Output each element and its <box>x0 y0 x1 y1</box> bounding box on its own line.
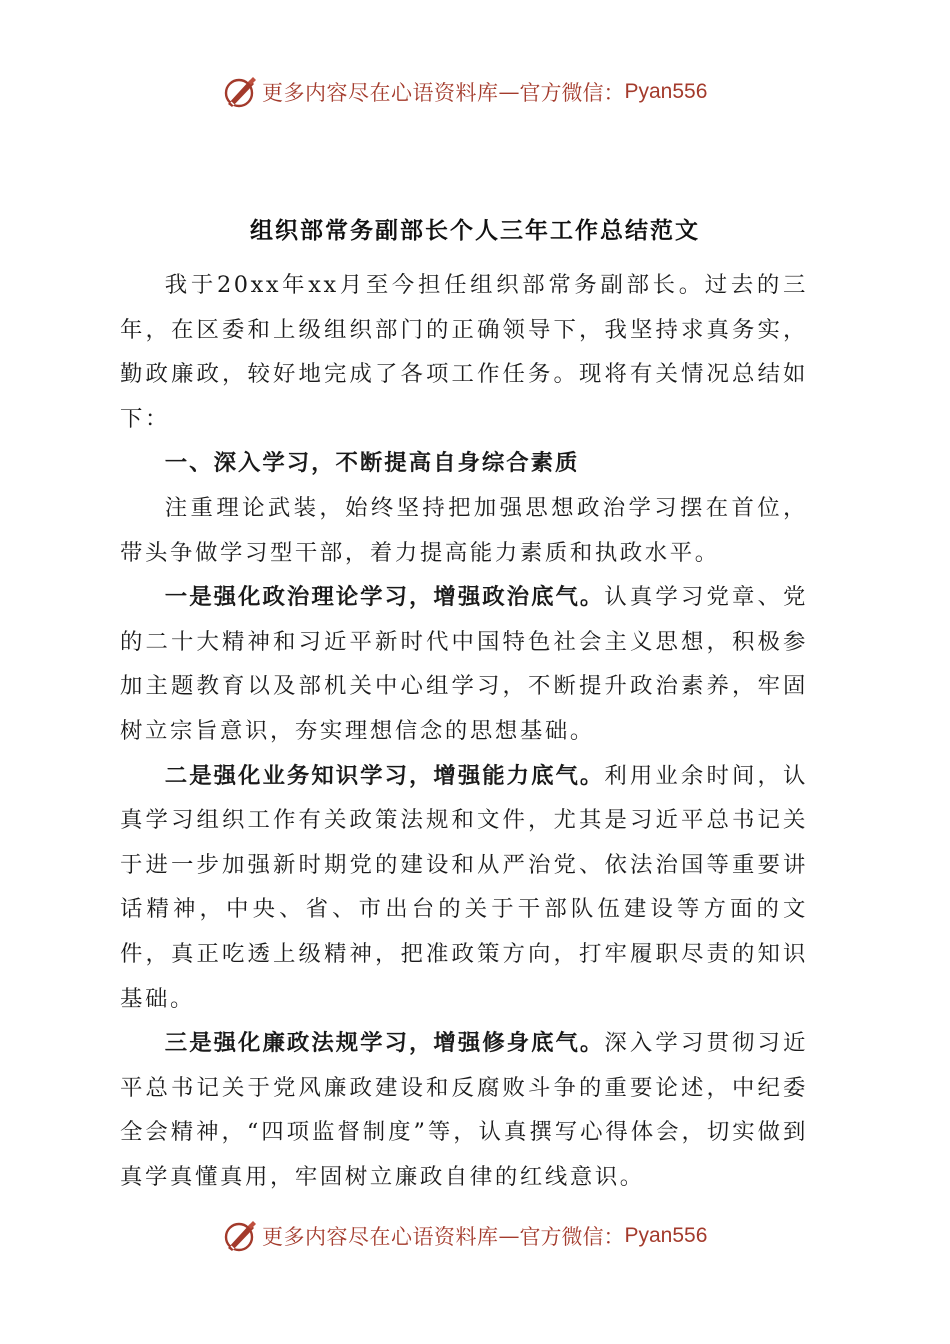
point-lead: 一是强化政治理论学习，增强政治底气。 <box>164 584 605 611</box>
document-body <box>120 263 808 1199</box>
point-text: 深入学习贯彻习近平总书记关于党风廉政建设和反腐败斗争的重要论述，中纪委全会精神，“四项监督制度”等，认真撰写心得体会，切实做到真学真懂真用，牢固树立廉政自律的红线意识。 <box>120 1030 808 1190</box>
watermark-separator: — <box>498 80 520 104</box>
watermark-text: 更多内容尽在心语资料库 <box>262 1225 499 1249</box>
watermark-wechat-label: 官方微信： <box>519 1225 625 1249</box>
section-heading: 一、深入学习，不断提高自身综合素质 <box>164 450 580 477</box>
watermark-wechat-id: Pyan556 <box>624 80 708 103</box>
point-paragraph-1 <box>120 575 808 753</box>
point-paragraph-3 <box>120 1021 808 1199</box>
watermark-wechat-label: 官方微信： <box>519 81 625 105</box>
point-paragraph-2 <box>120 754 808 1022</box>
watermark-text: 更多内容尽在心语资料库 <box>262 81 499 105</box>
point-lead: 二是强化业务知识学习，增强能力底气。 <box>164 762 605 789</box>
section-summary: 注重理论武装，始终坚持把加强思想政治学习摆在首位，带头争做学习型干部，着力提高能力素质和执政水平。 <box>120 494 808 566</box>
pen-logo-icon <box>222 74 258 110</box>
watermark-banner-bottom <box>222 1216 822 1256</box>
watermark-separator: — <box>498 1224 520 1248</box>
pen-logo-icon <box>222 1218 258 1254</box>
watermark-wechat-id: Pyan556 <box>624 1224 708 1247</box>
document-title: 组织部常务副部长个人三年工作总结范文 <box>250 218 700 244</box>
point-lead: 三是强化廉政法规学习，增强修身底气。 <box>164 1030 605 1057</box>
point-text: 认真学习党章、党的二十大精神和习近平新时代中国特色社会主义思想，积极参加主题教育以及部机关中心组学习，不断提升政治素养，牢固树立宗旨意识，夯实理想信念的思想基础。 <box>120 584 808 744</box>
watermark-banner-top <box>222 72 822 112</box>
intro-paragraph: 我于20xx年xx月至今担任组织部常务副部长。过去的三年，在区委和上级组织部门的正确领导下，我坚持求真务实，勤政廉政，较好地完成了各项工作任务。现将有关情况总结如下： <box>120 272 808 432</box>
point-text: 利用业余时间，认真学习组织工作有关政策法规和文件，尤其是习近平总书记关于进一步加强新时期党的建设和从严治党、依法治国等重要讲话精神，中央、省、市出台的关于干部队伍建设等方面的文件，真正吃透上级精神，把准政策方向，打牢履职尽责的知识基础。 <box>120 762 808 1012</box>
